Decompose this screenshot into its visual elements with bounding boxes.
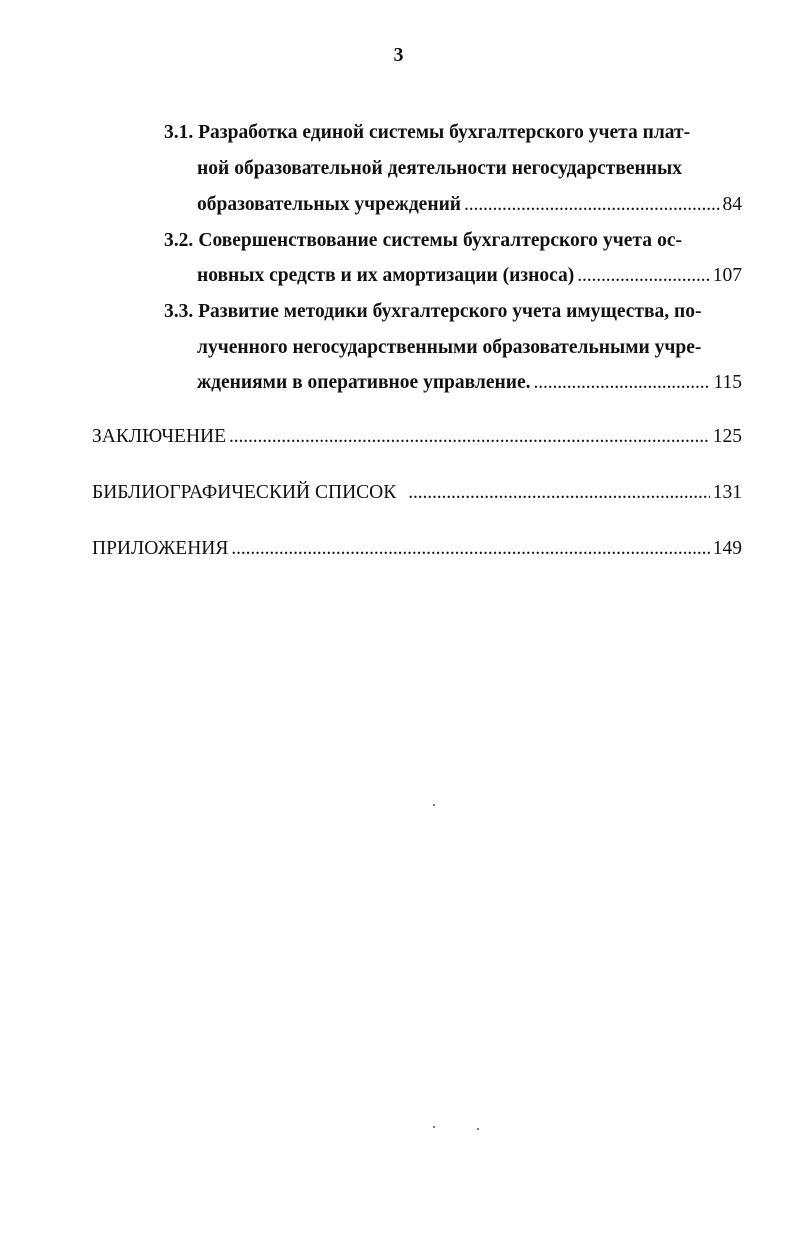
toc-entry-appendices-page: 149 [712,538,742,559]
toc-entry-appendices-title: ПРИЛОЖЕНИЯ [92,538,229,559]
dot-leader [231,536,709,562]
toc-entry-3-3-page: 115 [713,372,742,393]
dot-leader [577,263,709,289]
toc-entry-3-1-line-1: 3.1. Разработка единой системы бухгалтерского учета плат- [164,122,691,143]
toc-entry-conclusion-title: ЗАКЛЮЧЕНИЕ [92,426,227,447]
toc-entry-3-1-line-2: ной образовательной деятельности негосударственных [197,158,682,179]
scan-speck [433,804,435,806]
toc-entry-appendices[interactable] [92,536,742,562]
scan-speck [433,1126,435,1128]
toc-entry-3-3-text: ждениями в оперативное управление. [197,372,531,393]
toc-entry-3-1-page: 84 [722,194,742,215]
toc-entry-3-2-page: 107 [712,265,742,286]
toc-entry-bibliography-title: БИБЛИОГРАФИЧЕСКИЙ СПИСОК [92,482,397,503]
page-number: 3 [393,44,404,66]
toc-entry-bibliography-page: 131 [712,482,742,503]
dot-leader [229,424,710,450]
scan-speck [477,1128,479,1130]
toc-entry-3-1-line-3[interactable] [197,192,742,218]
toc-entry-3-3-line-2: лученного негосударственными образовательными учре- [197,337,702,358]
toc-entry-3-2-line-2[interactable] [197,263,742,289]
toc-entry-3-1-text: образовательных учреждений [197,194,462,215]
dot-leader [534,370,711,396]
toc-entry-conclusion[interactable] [92,424,742,450]
toc-entry-conclusion-page: 125 [712,426,742,447]
toc-entry-3-2-line-1: 3.2. Совершенствование системы бухгалтерского учета ос- [164,230,682,251]
dot-leader [408,480,710,506]
toc-entry-3-3-line-3[interactable] [197,370,742,396]
toc-entry-bibliography[interactable] [92,480,742,506]
dot-leader [464,192,719,218]
toc-entry-3-3-line-1: 3.3. Развитие методики бухгалтерского учета имущества, по- [164,301,702,322]
toc-entry-3-2-text: новных средств и их амортизации (износа) [197,265,575,286]
